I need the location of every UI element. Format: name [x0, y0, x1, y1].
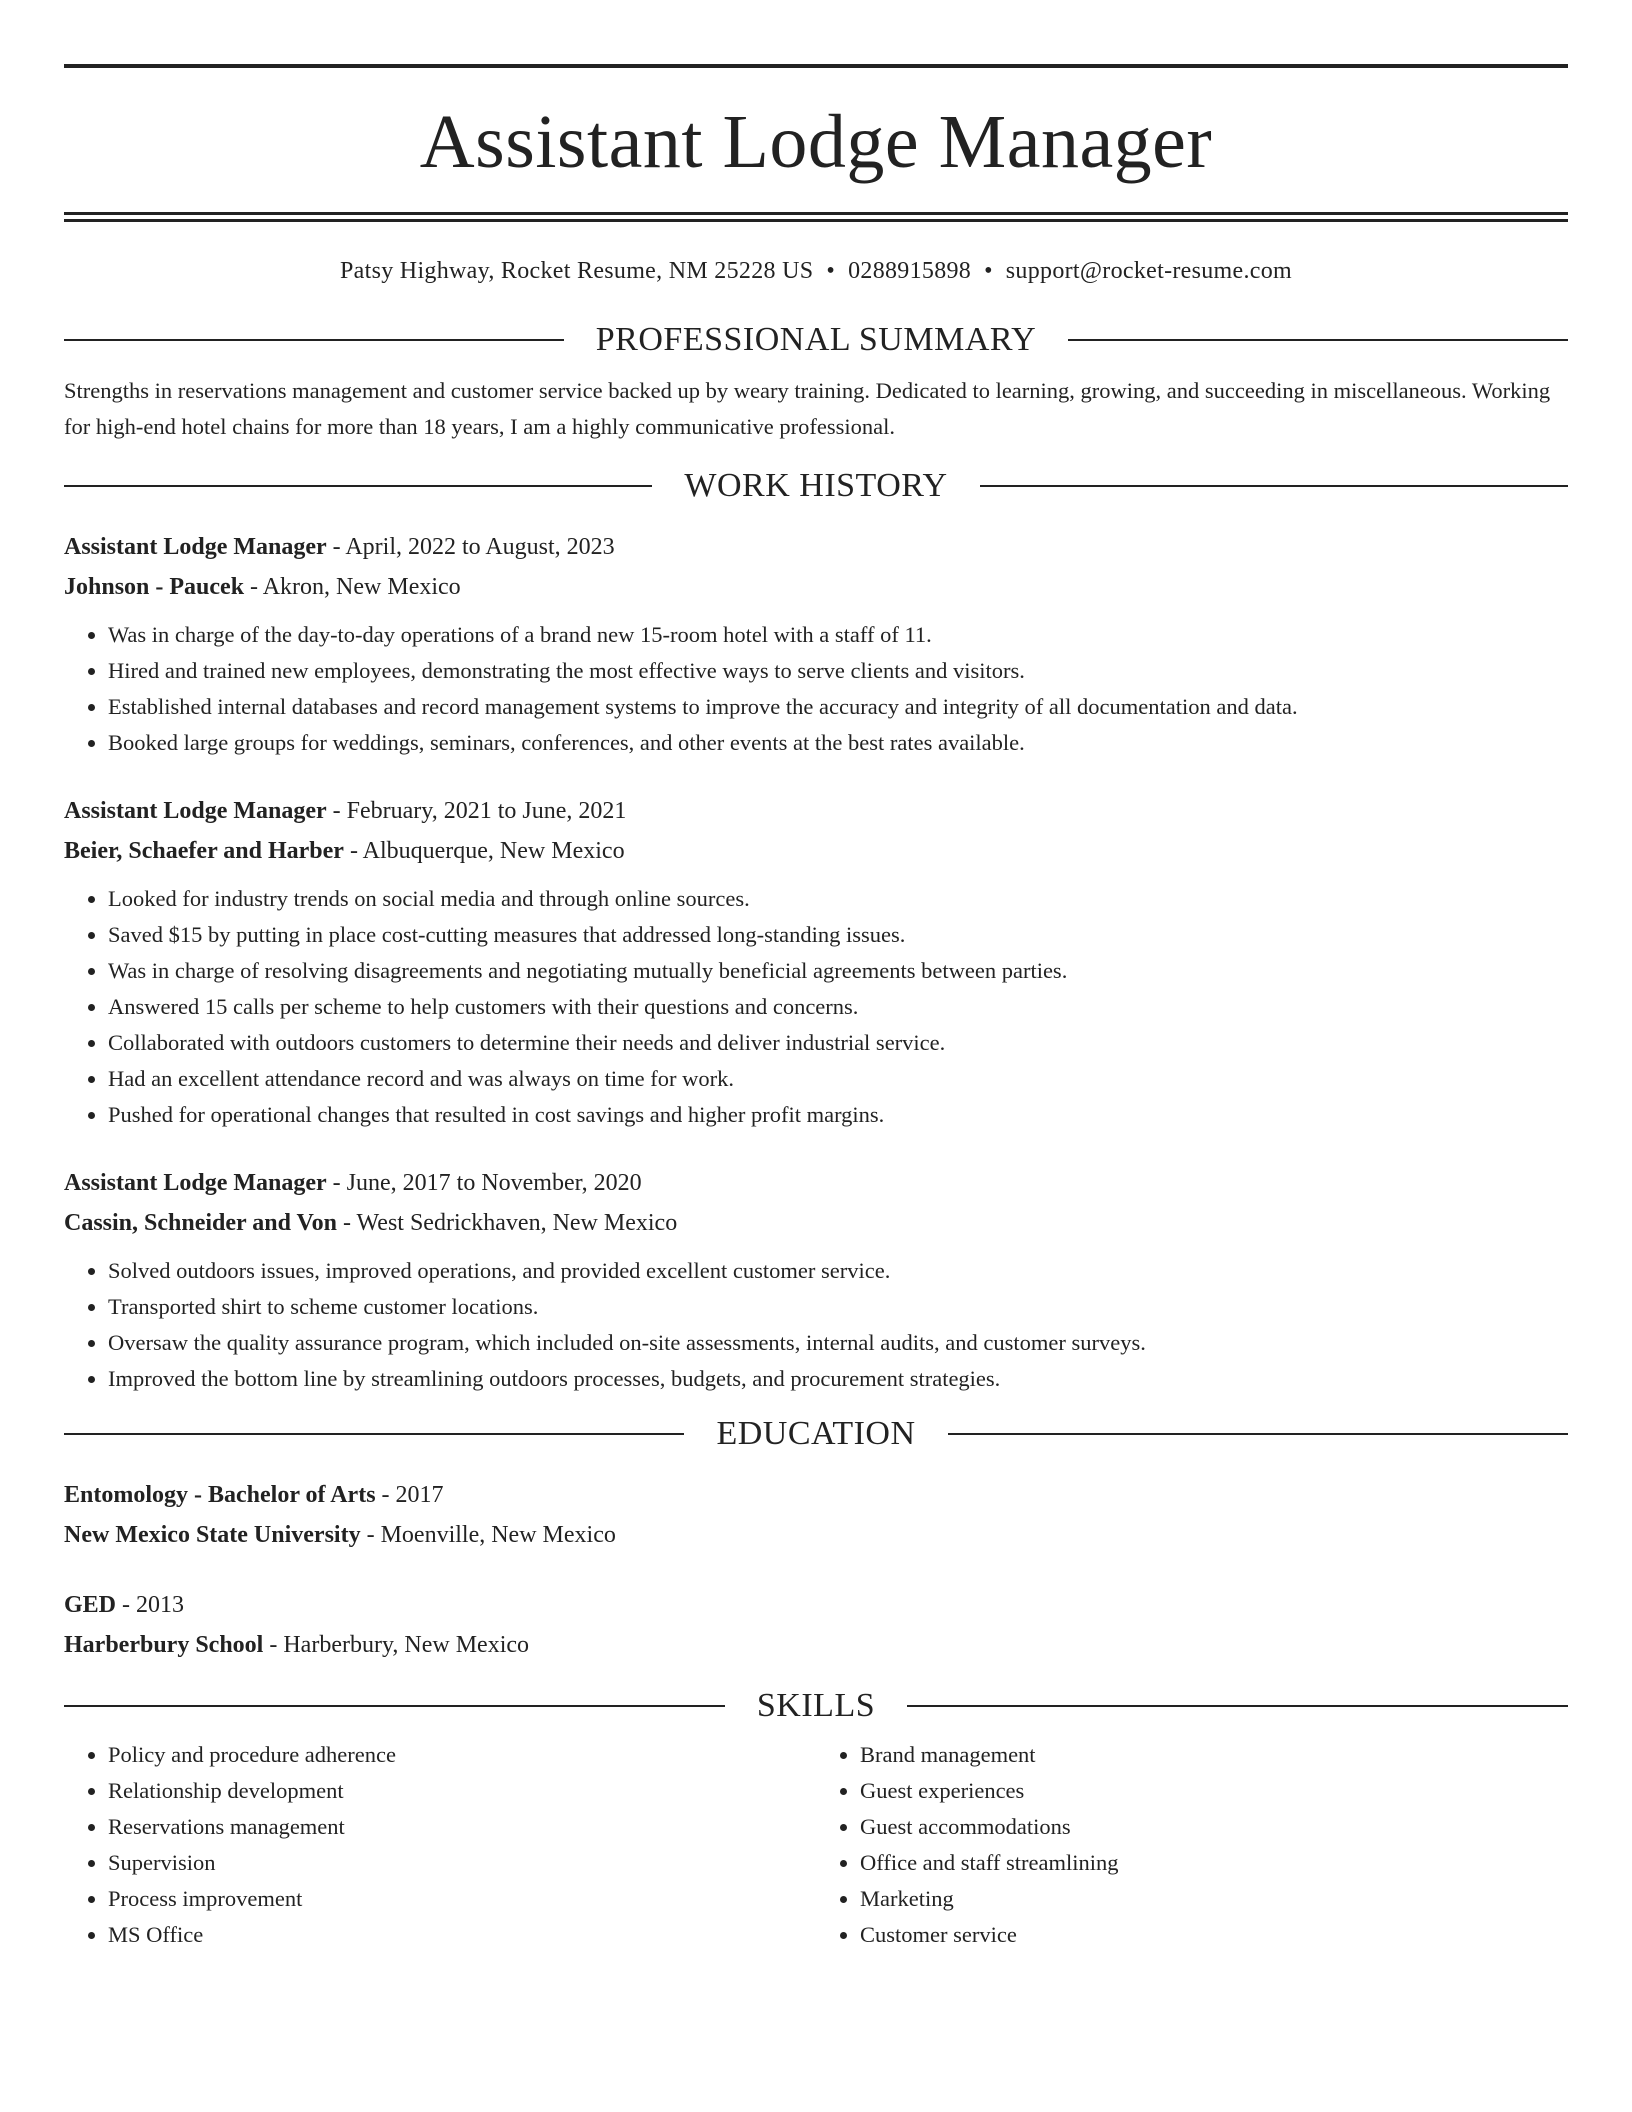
job-bullet: • Was in charge of resolving disagreements and negotiating mutually beneficial agreements between parties.	[108, 953, 1568, 989]
education-location: - Moenville, New Mexico	[360, 1522, 616, 1548]
job-bullet: • Transported shirt to scheme customer locations.	[108, 1289, 1568, 1325]
skill-item: • Guest experiences	[860, 1773, 1568, 1809]
education-degree: Entomology - Bachelor of Arts	[64, 1482, 376, 1508]
job-company-line	[64, 567, 1568, 607]
skill-item: • Relationship development	[108, 1773, 816, 1809]
resume-page	[64, 64, 1568, 1953]
job-bullets	[108, 617, 1568, 761]
job-title: Assistant Lodge Manager	[64, 534, 327, 560]
skill-item: • Policy and procedure adherence	[108, 1737, 816, 1773]
section-title-skills: SKILLS	[756, 1687, 876, 1724]
top-rule	[64, 64, 1568, 68]
section-title-education: EDUCATION	[716, 1415, 916, 1452]
section-rule	[64, 339, 564, 341]
job-company: Beier, Schaefer and Harber	[64, 838, 344, 864]
job-bullet: • Improved the bottom line by streamlining outdoors processes, budgets, and procurement strategies.	[108, 1361, 1568, 1397]
job-company-line	[64, 831, 1568, 871]
education-entry	[64, 1475, 1568, 1555]
job-bullet: • Collaborated with outdoors customers to determine their needs and deliver industrial service.	[108, 1025, 1568, 1061]
job-bullet: • Had an excellent attendance record and was always on time for work.	[108, 1061, 1568, 1097]
education-entry	[64, 1585, 1568, 1665]
job-bullet: • Hired and trained new employees, demonstrating the most effective ways to serve clients and visitors.	[108, 653, 1568, 689]
job-bullet: • Pushed for operational changes that resulted in cost savings and higher profit margins.	[108, 1097, 1568, 1133]
contact-line	[64, 258, 1568, 285]
job-title: Assistant Lodge Manager	[64, 1170, 327, 1196]
section-header-work	[64, 469, 1568, 503]
job-entry	[64, 1163, 1568, 1397]
contact-email: support@rocket-resume.com	[1005, 258, 1292, 284]
education-year: - 2017	[375, 1482, 444, 1508]
job-dates: - February, 2021 to June, 2021	[326, 798, 627, 824]
skills-grid	[64, 1737, 1568, 1953]
job-bullet: • Was in charge of the day-to-day operations of a brand new 15-room hotel with a staff of 11.	[108, 617, 1568, 653]
skill-item: • Marketing	[860, 1881, 1568, 1917]
job-location: - Albuquerque, New Mexico	[343, 838, 625, 864]
section-header-summary	[64, 323, 1568, 357]
job-bullet: • Established internal databases and record management systems to improve the accuracy and integrity of all documentation and data.	[108, 689, 1568, 725]
section-header-education	[64, 1417, 1568, 1451]
section-rule	[948, 1433, 1568, 1435]
section-rule	[1068, 339, 1568, 341]
job-company: Cassin, Schneider and Von	[64, 1210, 337, 1236]
education-location: - Harberbury, New Mexico	[263, 1632, 530, 1658]
section-rule	[980, 485, 1568, 487]
section-title-work: WORK HISTORY	[684, 467, 948, 504]
job-entry	[64, 791, 1568, 1133]
job-bullet: • Solved outdoors issues, improved operations, and provided excellent customer service.	[108, 1253, 1568, 1289]
job-title-line	[64, 1163, 1568, 1203]
job-location: - Akron, New Mexico	[244, 574, 461, 600]
education-degree-line	[64, 1585, 1568, 1625]
education-year: - 2013	[116, 1592, 185, 1618]
skills-list-right	[860, 1737, 1568, 1953]
education-school-line	[64, 1625, 1568, 1665]
job-entry	[64, 527, 1568, 761]
education-school-line	[64, 1515, 1568, 1555]
section-rule	[64, 485, 652, 487]
skills-list-left	[108, 1737, 816, 1953]
skill-item: • Supervision	[108, 1845, 816, 1881]
job-dates: - June, 2017 to November, 2020	[326, 1170, 642, 1196]
job-company: Johnson - Paucek	[64, 574, 245, 600]
job-bullet: • Oversaw the quality assurance program, which included on-site assessments, internal audits, and customer surveys.	[108, 1325, 1568, 1361]
double-rule	[64, 212, 1568, 222]
resume-title: Assistant Lodge Manager	[419, 100, 1213, 184]
job-title: Assistant Lodge Manager	[64, 798, 327, 824]
job-title-line	[64, 527, 1568, 567]
skill-item: • Guest accommodations	[860, 1809, 1568, 1845]
education-degree-line	[64, 1475, 1568, 1515]
job-bullet: • Booked large groups for weddings, seminars, conferences, and other events at the best rates available.	[108, 725, 1568, 761]
section-rule	[64, 1705, 725, 1707]
skill-item: • Reservations management	[108, 1809, 816, 1845]
section-rule	[907, 1705, 1568, 1707]
job-bullet: • Looked for industry trends on social media and through online sources.	[108, 881, 1568, 917]
summary-text: Strengths in reservations management and customer service backed up by weary training. Dedicated to learning, growing, and succeeding in miscellaneous. Working for high-end hotel chains for more than 18 years, I am a highly communicative professional.	[64, 378, 1551, 439]
job-company-line	[64, 1203, 1568, 1243]
section-title-summary: PROFESSIONAL SUMMARY	[595, 321, 1037, 358]
job-dates: - April, 2022 to August, 2023	[326, 534, 615, 560]
contact-phone: 0288915898	[848, 258, 972, 284]
education-degree: GED	[64, 1592, 117, 1618]
contact-separator: •	[984, 258, 993, 284]
skill-item: • MS Office	[108, 1917, 816, 1953]
job-bullets	[108, 1253, 1568, 1397]
job-bullet: • Saved $15 by putting in place cost-cutting measures that addressed long-standing issues.	[108, 917, 1568, 953]
skill-item: • Process improvement	[108, 1881, 816, 1917]
job-bullets	[108, 881, 1568, 1133]
job-title-line	[64, 791, 1568, 831]
skill-item: • Office and staff streamlining	[860, 1845, 1568, 1881]
section-header-skills	[64, 1689, 1568, 1723]
education-school: New Mexico State University	[64, 1522, 361, 1548]
job-bullet: • Answered 15 calls per scheme to help customers with their questions and concerns.	[108, 989, 1568, 1025]
education-school: Harberbury School	[64, 1632, 264, 1658]
skill-item: • Customer service	[860, 1917, 1568, 1953]
skill-item: • Brand management	[860, 1737, 1568, 1773]
job-location: - West Sedrickhaven, New Mexico	[337, 1210, 678, 1236]
contact-address: Patsy Highway, Rocket Resume, NM 25228 US	[340, 258, 814, 284]
contact-separator: •	[826, 258, 836, 284]
section-rule	[64, 1433, 684, 1435]
